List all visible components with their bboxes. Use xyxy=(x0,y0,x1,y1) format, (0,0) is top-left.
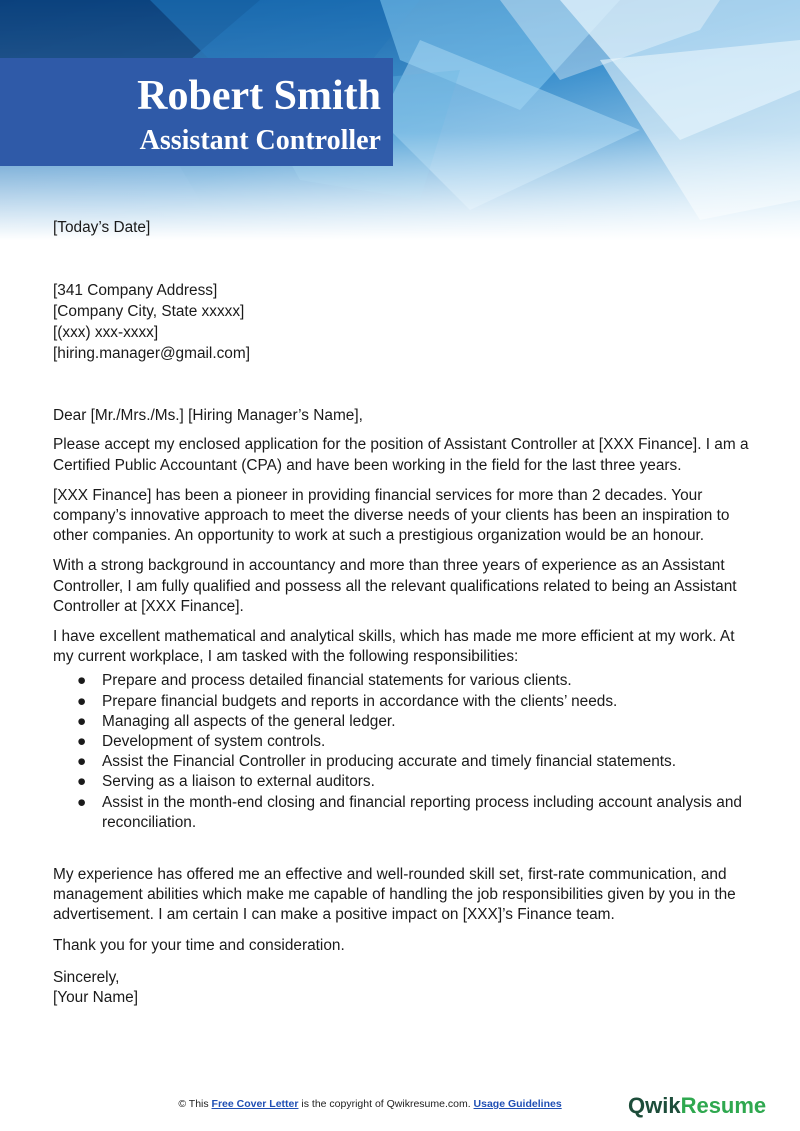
bullet-icon: ● xyxy=(77,773,87,791)
qwikresume-logo[interactable] xyxy=(628,1093,766,1119)
bullet-icon: ● xyxy=(77,733,87,751)
list-item-text: Serving as a liaison to external auditors. xyxy=(102,773,375,791)
address-line: [hiring.manager@gmail.com] xyxy=(53,345,250,363)
signoff: Sincerely, xyxy=(53,968,120,986)
list-item-text: Prepare and process detailed financial statements for various clients. xyxy=(102,672,572,690)
address-line: [(xxx) xxx-xxxx] xyxy=(53,324,159,342)
list-item xyxy=(53,671,753,691)
address-line: [341 Company Address] xyxy=(53,282,218,300)
letter-date: [Today’s Date] xyxy=(53,219,151,236)
closing-paragraph: My experience has offered me an effective and well-rounded skill set, first-rate communication, and management abilities which make me capable of handling the job responsibilities given by you in the advertisement. I am certain I can make a positive impact on [XXX]’s Finance team. xyxy=(53,866,736,924)
list-item-text: Managing all aspects of the general ledger. xyxy=(102,712,396,730)
list-item xyxy=(53,692,753,712)
list-item xyxy=(53,793,753,833)
signature: [Your Name] xyxy=(53,989,138,1007)
recipient-address xyxy=(53,280,753,364)
paragraph: With a strong background in accountancy and more than three years of experience as an Assistant Controller, I am fully qualified and possess all the relevant qualifications related to being an Assistant Controller at [XXX Finance]. xyxy=(53,557,737,615)
list-item xyxy=(53,772,753,792)
usage-guidelines-link[interactable]: Usage Guidelines xyxy=(473,1098,562,1110)
list-item-text: Prepare financial budgets and reports in accordance with the clients’ needs. xyxy=(102,692,618,710)
bullet-icon: ● xyxy=(77,753,87,771)
footer-prefix: © This xyxy=(178,1098,212,1110)
job-title: Assistant Controller xyxy=(139,125,381,156)
bullet-icon: ● xyxy=(77,692,87,710)
logo-part-resume: Resume xyxy=(680,1093,767,1118)
letter-body xyxy=(53,218,753,1008)
list-item xyxy=(53,752,753,772)
paragraph: Please accept my enclosed application for the position of Assistant Controller at [XXX Finance]. I am a Certified Public Accountant (CPA) and have been working in the field for the last three years. xyxy=(53,436,749,474)
bullet-icon: ● xyxy=(77,672,87,690)
list-item-text: Development of system controls. xyxy=(102,733,326,751)
address-line: [Company City, State xxxxx] xyxy=(53,303,245,321)
bullet-icon: ● xyxy=(77,793,87,811)
list-item-text: Assist in the month-end closing and financial reporting process including account analysis and reconciliation. xyxy=(102,793,742,831)
footer-middle: is the copyright of Qwikresume.com. xyxy=(298,1098,474,1110)
bullet-icon: ● xyxy=(77,712,87,730)
logo-part-qwik: Qwik xyxy=(628,1093,681,1118)
list-item-text: Assist the Financial Controller in producing accurate and timely financial statements. xyxy=(102,753,677,771)
candidate-name: Robert Smith xyxy=(137,73,381,119)
free-cover-letter-link[interactable]: Free Cover Letter xyxy=(211,1098,299,1110)
salutation: Dear [Mr./Mrs./Ms.] [Hiring Manager’s Name], xyxy=(53,407,363,425)
paragraph: I have excellent mathematical and analytical skills, which has made me more efficient at my work. At my current workplace, I am tasked with the following responsibilities: xyxy=(53,628,735,666)
closing-paragraph: Thank you for your time and consideration. xyxy=(53,936,345,954)
paragraph: [XXX Finance] has been a pioneer in providing financial services for more than 2 decades. Your company’s innovative approach to meet the diverse needs of your clients has been an inspiration to other companies. An opportunity to work at such a prestigious organization would be an honour. xyxy=(53,486,730,545)
name-box xyxy=(0,58,393,166)
list-item xyxy=(53,712,753,732)
responsibilities-list xyxy=(53,671,753,833)
list-item xyxy=(53,732,753,752)
